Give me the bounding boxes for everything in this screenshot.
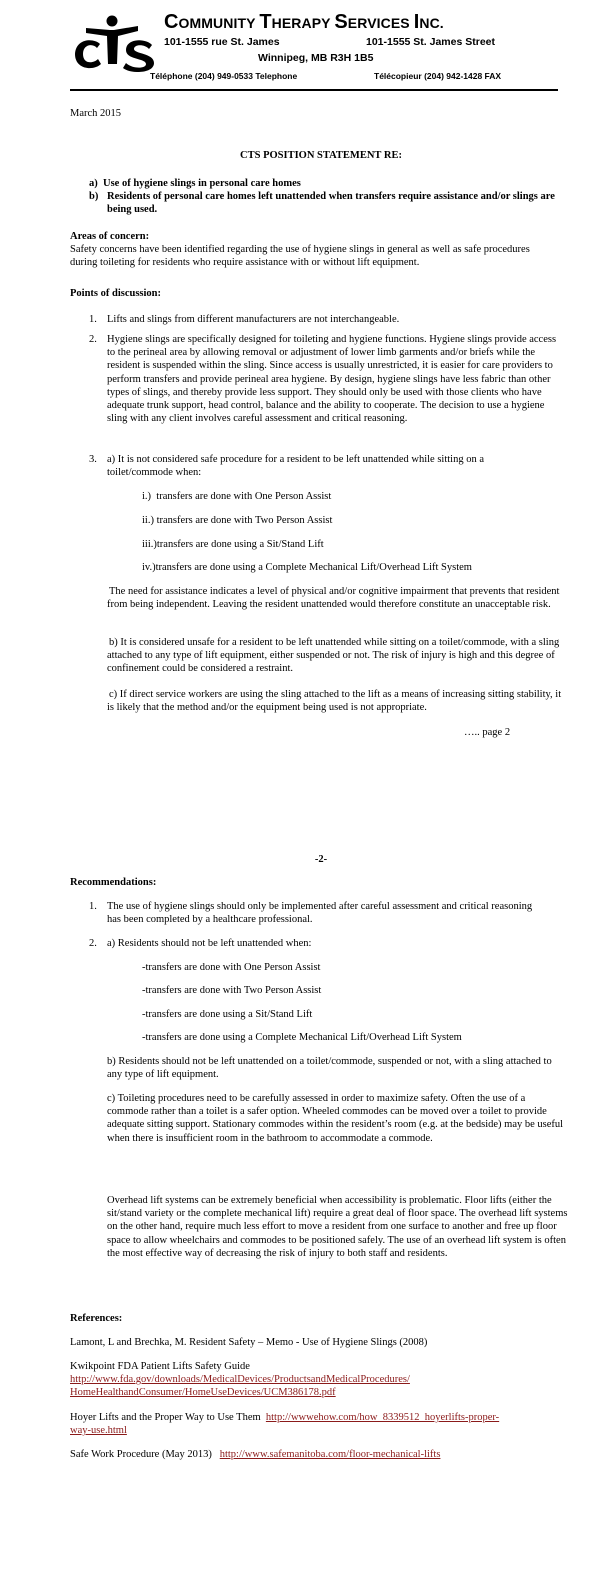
city-postal: Winnipeg, MB R3H 1B5 (258, 52, 374, 64)
recommendations-heading: Recommendations: (70, 877, 157, 888)
reference-2-title: Kwikpoint FDA Patient Lifts Safety Guide (70, 1361, 250, 1372)
recommendation-2c: c) Toileting procedures need to be carefully assessed in order to maximize safety. Often the use of a commode rather than a toilet is a safer option. Wheeled commodes can be moved over a toilet to provide adequate sitting support. Stationary commodes within the resident’s room (e.g. at the bedside) may be useful when there is insufficient room in the bathroom to accommodate a commode. (107, 1093, 564, 1144)
reference-3-title: Hoyer Lifts and the Proper Way to Use Them (70, 1412, 261, 1423)
unattended-list-item-3: iii.)transfers are done using a Sit/Stand Lift (142, 539, 324, 550)
point-number-1: 1. (89, 314, 97, 325)
point-3a: a) It is not considered safe procedure for a resident to be left unattended while sitting on a toilet/commode when: (107, 454, 484, 479)
recommendation-2b: b) Residents should not be left unattended on a toilet/commode, suspended or not, with a sling attached to any type of lift equipment. (107, 1056, 552, 1081)
reference-3 (70, 1411, 570, 1437)
recommendation-2a: a) Residents should not be left unattended when: (107, 938, 312, 949)
recommendation-1: The use of hygiene slings should only be implemented after careful assessment and critical reasoning has been completed by a healthcare professional. (107, 901, 533, 926)
topic-a: Use of hygiene slings in personal care homes (103, 178, 301, 189)
phone-number: Téléphone (204) 949-0533 Telephone (150, 71, 298, 81)
company-name: COMMUNITY THERAPY SERVICES INC. (164, 11, 444, 33)
areas-text: Safety concerns have been identified regarding the use of hygiene slings in general as well as safe procedures during toileting for residents who require assistance with or without lift equipment. (70, 244, 530, 269)
recommendation-list-item-2: -transfers are done with Two Person Assist (142, 985, 322, 996)
recommendation-number-1: 1. (89, 901, 97, 912)
point-3b: b) It is considered unsafe for a resident to be left unattended while sitting on a toilet/commode, with a sling attached to any type of lift equipment, either suspended or not. The risk of injury is high and this degree of confinement could be considered a restraint. (107, 637, 560, 675)
address-french: 101-1555 rue St. James (164, 36, 280, 48)
cts-logo-icon (70, 14, 156, 72)
areas-heading: Areas of concern: (70, 231, 150, 242)
topic-marker-a: a) (89, 178, 98, 189)
references-heading: References: (70, 1313, 123, 1324)
reference-1: Lamont, L and Brechka, M. Resident Safety – Memo - Use of Hygiene Slings (2008) (70, 1337, 428, 1348)
document-title: CTS POSITION STATEMENT RE: (240, 150, 402, 161)
point-2: Hygiene slings are specifically designed for toileting and hygiene functions. Hygiene slings provide access to the perineal area by allowing removal or adjustment of lower limb garments and/or briefs while the resident is suspended within the sling. Since access is usually unrestricted, it is easier for care providers to perform transfers and provide perineal area hygiene. By design, hygiene slings have less fabric than other types of slings, and thereby provide less support. They should only be used with those clients who have adequate trunk support, head control, balance and the ability to cooperate. The decision to use a hygiene sling with any client involves careful assessment and critical reasoning. (107, 334, 557, 425)
unattended-list-item-1: i.) transfers are done with One Person Assist (142, 491, 332, 502)
point-number-2: 2. (89, 334, 97, 345)
recommendation-list-item-4: -transfers are done using a Complete Mechanical Lift/Overhead Lift System (142, 1032, 462, 1043)
point-number-3: 3. (89, 454, 97, 465)
recommendation-list-item-1: -transfers are done with One Person Assist (142, 962, 321, 973)
unattended-list-item-2: ii.) transfers are done with Two Person Assist (142, 515, 333, 526)
unattended-list-item-4: iv.)transfers are done using a Complete Mechanical Lift/Overhead Lift System (142, 562, 472, 573)
letterhead-divider (70, 89, 558, 91)
page-number: -2- (314, 854, 328, 865)
cts-logo (70, 14, 156, 72)
point-1: Lifts and slings from different manufacturers are not interchangeable. (107, 314, 400, 325)
document-date: March 2015 (70, 108, 122, 119)
reference-2-link[interactable]: http://www.fda.gov/downloads/MedicalDevices/ProductsandMedicalProcedures/ HomeHealthandConsumer/HomeUseDevices/UCM386178.pdf (70, 1374, 410, 1399)
overhead-lift-paragraph: Overhead lift systems can be extremely beneficial when accessibility is problematic. Floor lifts (either the sit/stand variety or the complete mechanical lift) require a great deal of floor space. The overhead lift systems on the other hand, require much less effort to move a resident from one surface to another and free up floor space to allow wheelchairs and commodes to be positioned safely. The use of an overhead lift system is often the most effective way of decreasing the risk of injury to both staff and residents. (107, 1195, 568, 1259)
need-for-assistance: The need for assistance indicates a level of physical and/or cognitive impairment that prevents that resident from being independent. Leaving the resident unattended would therefore constitute an unacceptable risk. (107, 586, 560, 611)
topic-b: Residents of personal care homes left unattended when transfers require assistance and/or slings are being used. (107, 191, 555, 216)
point-3c: c) If direct service workers are using the sling attached to the lift as a means of increasing sitting stability, it is likely that the method and/or the equipment being used is not appropriate. (107, 689, 562, 714)
reference-4-title: Safe Work Procedure (May 2013) (70, 1449, 212, 1460)
topic-marker-b: b) (89, 191, 99, 202)
recommendation-number-2: 2. (89, 938, 97, 949)
recommendation-list-item-3: -transfers are done using a Sit/Stand Lift (142, 1009, 313, 1020)
reference-4-link[interactable]: http://www.safemanitoba.com/floor-mechanical-lifts (219, 1449, 441, 1460)
address-english: 101-1555 St. James Street (366, 36, 495, 48)
fax-number: Télécopieur (204) 942-1428 FAX (374, 71, 502, 81)
reference-3-link[interactable]: http://wwwehow.com/how_8339512_hoyerlifts-proper- way-use.html (70, 1412, 500, 1437)
continued-page-2: ….. page 2 (464, 727, 511, 738)
reference-4 (70, 1448, 440, 1461)
discussion-heading: Points of discussion: (70, 288, 162, 299)
